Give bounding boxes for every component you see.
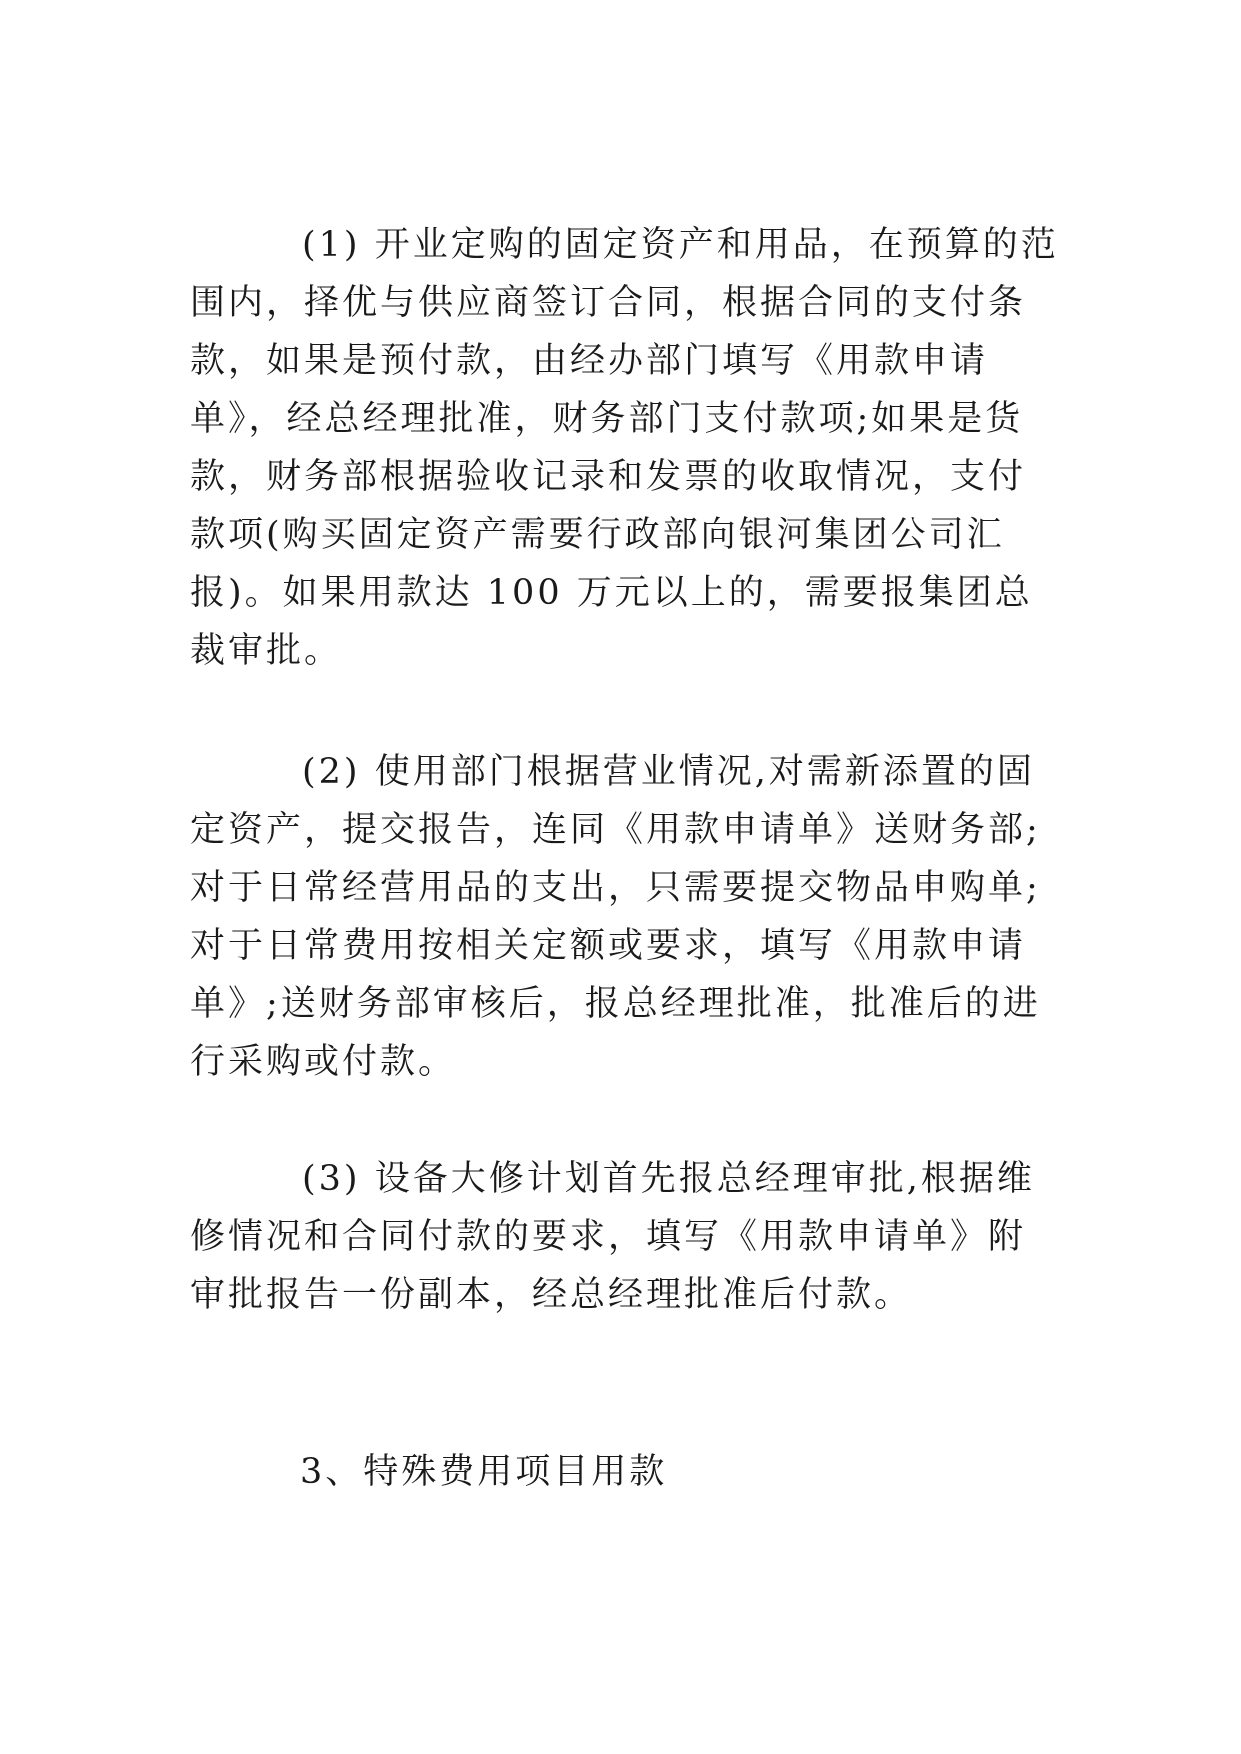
section-heading: 3、特殊费用项目用款 bbox=[300, 1452, 668, 1492]
paragraph-1: (1) 开业定购的固定资产和用品，在预算的范围内，择优与供应商签订合同，根据合同的支付条款，如果是预付款，由经办部门填写《用款申请单》，经总经理批准，财务部门支付款项;如果是货款，财务部根据验收记录和发票的收取情况，支付款项(购买固定资产需要行政部向银河集团公司汇报)。如果用款达 100 万元以上的，需要报集团总裁审批。 bbox=[190, 225, 1059, 671]
paragraph-3: (3) 设备大修计划首先报总经理审批,根据维修情况和合同付款的要求，填写《用款申请单》附审批报告一份副本，经总经理批准后付款。 bbox=[190, 1159, 1035, 1315]
paragraph-2: (2) 使用部门根据营业情况,对需新添置的固定资产，提交报告，连同《用款申请单》送财务部;对于日常经营用品的支出，只需要提交物品申购单;对于日常费用按相关定额或要求，填写《用款申请单》;送财务部审核后，报总经理批准，批准后的进行采购或付款。 bbox=[190, 752, 1041, 1082]
